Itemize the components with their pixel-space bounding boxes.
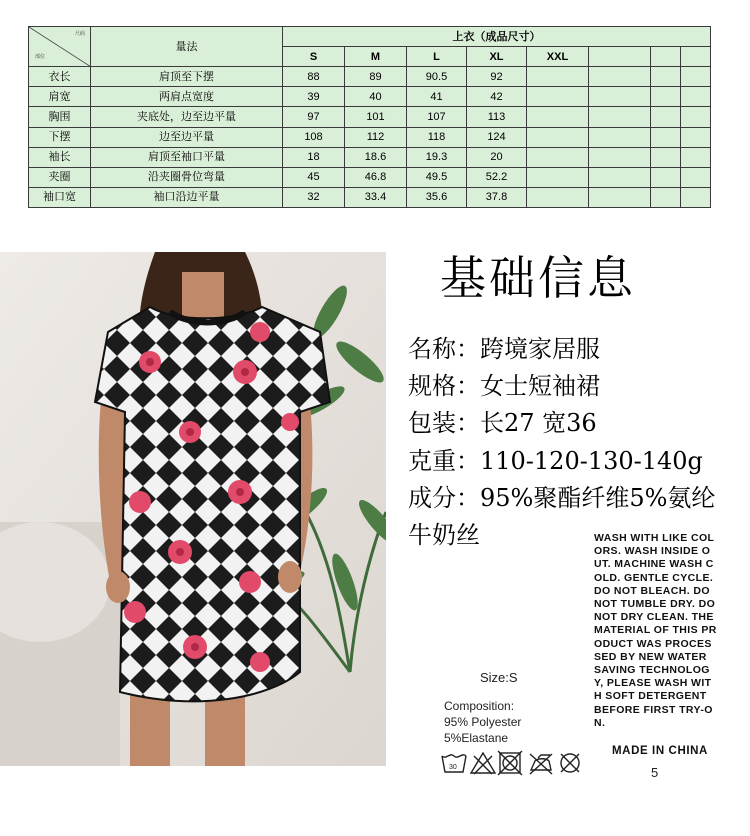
cell-l: 41: [407, 87, 467, 107]
table-row: [29, 147, 711, 167]
wash-30-icon: [442, 755, 466, 772]
size-chart-table: [28, 26, 711, 208]
info-title: 基础信息: [440, 251, 636, 305]
no-iron-icon: [530, 754, 552, 774]
empty-cell: [527, 147, 589, 167]
row-part: 胸围: [29, 107, 91, 127]
row-method: 边至边平量: [91, 127, 283, 147]
table-row: [29, 67, 711, 87]
empty-cell: [527, 127, 589, 147]
cell-m: 101: [345, 107, 407, 127]
care-instruction-line: DO NOT BLEACH. DO: [594, 584, 710, 597]
empty-cell: [589, 47, 651, 67]
care-instruction-line: UT. MACHINE WASH C: [594, 558, 714, 571]
care-instruction-line: WASH WITH LIKE COL: [594, 532, 715, 544]
row-method: 沿夹圈骨位弯量: [91, 167, 283, 187]
info-composition-cont: 牛奶丝: [408, 521, 480, 549]
empty-cell: [651, 147, 681, 167]
empty-cell: [527, 67, 589, 87]
cell-l: 90.5: [407, 67, 467, 87]
no-dry-clean-icon: [561, 754, 579, 772]
cell-m: 40: [345, 87, 407, 107]
empty-cell: [681, 87, 711, 107]
row-method: 夹底处，边至边平量: [91, 107, 283, 127]
cell-s: 45: [283, 167, 345, 187]
cell-s: 18: [283, 147, 345, 167]
care-instruction-line: ORS. WASH INSIDE O: [594, 545, 711, 558]
cell-s: 32: [283, 187, 345, 207]
empty-cell: [527, 167, 589, 187]
empty-cell: [681, 127, 711, 147]
care-symbols: [440, 750, 584, 778]
empty-cell: [681, 47, 711, 67]
made-in-label: MADE IN CHINA: [612, 745, 708, 757]
care-instruction-line: MATERIAL OF THIS PR: [594, 624, 717, 637]
label-size: Size:S: [480, 670, 518, 685]
size-header-m: M: [345, 47, 407, 67]
label-number: 5: [651, 765, 659, 780]
cell-xl: 52.2: [467, 167, 527, 187]
row-part: 下摆: [29, 127, 91, 147]
empty-cell: [589, 127, 651, 147]
group-header: 上衣（成品尺寸）: [283, 27, 711, 47]
empty-cell: [651, 67, 681, 87]
empty-cell: [589, 187, 651, 207]
wash-temp: 30: [449, 764, 457, 771]
cell-s: 108: [283, 127, 345, 147]
cell-xl: 124: [467, 127, 527, 147]
care-instruction-line: SAVING TECHNOLOG: [594, 664, 710, 677]
cell-l: 118: [407, 127, 467, 147]
cell-m: 89: [345, 67, 407, 87]
cell-s: 88: [283, 67, 345, 87]
method-header: 量法: [91, 27, 283, 67]
row-part: 衣长: [29, 67, 91, 87]
composition-elastane: 5%Elastane: [444, 731, 509, 745]
size-header-s: S: [283, 47, 345, 67]
empty-cell: [651, 47, 681, 67]
care-instruction-line: Y, PLEASE WASH WIT: [594, 677, 712, 690]
size-header-xl: XL: [467, 47, 527, 67]
care-instruction-line: NOT DRY CLEAN. THE: [594, 611, 714, 624]
care-instruction-line: ODUCT WAS PROCES: [594, 637, 712, 650]
cell-xl: 20: [467, 147, 527, 167]
row-part: 肩宽: [29, 87, 91, 107]
row-method: 两肩点宽度: [91, 87, 283, 107]
empty-cell: [651, 107, 681, 127]
info-composition: 成分：95%聚酯纤维5%氨纶: [408, 484, 716, 512]
model-photo-illustration: [0, 252, 386, 766]
info-name: 名称：跨境家居服: [408, 335, 600, 363]
cell-xl: 42: [467, 87, 527, 107]
empty-cell: [681, 187, 711, 207]
table-row: [29, 127, 711, 147]
empty-cell: [589, 87, 651, 107]
empty-cell: [651, 87, 681, 107]
cell-m: 18.6: [345, 147, 407, 167]
empty-cell: [589, 167, 651, 187]
care-instruction-line: SED BY NEW WATER: [594, 650, 707, 663]
cell-l: 49.5: [407, 167, 467, 187]
empty-cell: [589, 107, 651, 127]
empty-cell: [589, 147, 651, 167]
info-weight: 克重：110-120-130-140g: [408, 447, 703, 475]
corner-part-label: 部位: [35, 54, 46, 61]
empty-cell: [681, 167, 711, 187]
empty-cell: [681, 147, 711, 167]
no-tumble-dry-icon: [498, 751, 522, 775]
composition-polyester: 95% Polyester: [444, 715, 522, 729]
empty-cell: [651, 167, 681, 187]
cell-s: 97: [283, 107, 345, 127]
empty-cell: [681, 107, 711, 127]
cell-s: 39: [283, 87, 345, 107]
empty-cell: [681, 67, 711, 87]
care-instruction-line: NOT TUMBLE DRY. DO: [594, 598, 716, 611]
table-header-row: [29, 27, 711, 47]
row-method: 袖口沿边平量: [91, 187, 283, 207]
care-instructions: [594, 532, 744, 730]
label-composition: [444, 698, 521, 746]
cell-l: 107: [407, 107, 467, 127]
cell-l: 19.3: [407, 147, 467, 167]
cell-m: 33.4: [345, 187, 407, 207]
care-instruction-line: H SOFT DETERGENT: [594, 690, 707, 703]
info-packing: 包装：长27 宽36: [408, 409, 597, 437]
size-header-l: L: [407, 47, 467, 67]
empty-cell: [589, 67, 651, 87]
cell-l: 35.6: [407, 187, 467, 207]
corner-size-label: 尺码: [74, 31, 85, 37]
table-row: [29, 187, 711, 207]
empty-cell: [651, 187, 681, 207]
table-row: [29, 87, 711, 107]
cell-m: 112: [345, 127, 407, 147]
corner-header-cell: [29, 27, 91, 67]
care-instruction-line: BEFORE FIRST TRY-O: [594, 703, 713, 716]
empty-cell: [527, 107, 589, 127]
size-header-xxl: XXL: [527, 47, 589, 67]
care-instruction-line: OLD. GENTLE CYCLE.: [594, 571, 714, 584]
cell-xl: 92: [467, 67, 527, 87]
empty-cell: [527, 87, 589, 107]
cell-xl: 37.8: [467, 187, 527, 207]
row-part: 袖口宽: [29, 187, 91, 207]
row-method: 肩顶至下摆: [91, 67, 283, 87]
cell-xl: 113: [467, 107, 527, 127]
row-part: 夹圈: [29, 167, 91, 187]
row-method: 肩顶至袖口平量: [91, 147, 283, 167]
care-instruction-line: N.: [594, 716, 606, 729]
info-spec: 规格：女士短袖裙: [408, 372, 600, 400]
table-row: [29, 167, 711, 187]
cell-m: 46.8: [345, 167, 407, 187]
composition-title: Composition:: [444, 699, 515, 713]
empty-cell: [527, 187, 589, 207]
row-part: 袖长: [29, 147, 91, 167]
product-photo: [0, 252, 386, 766]
no-bleach-icon: [471, 753, 495, 774]
table-row: [29, 107, 711, 127]
empty-cell: [651, 127, 681, 147]
